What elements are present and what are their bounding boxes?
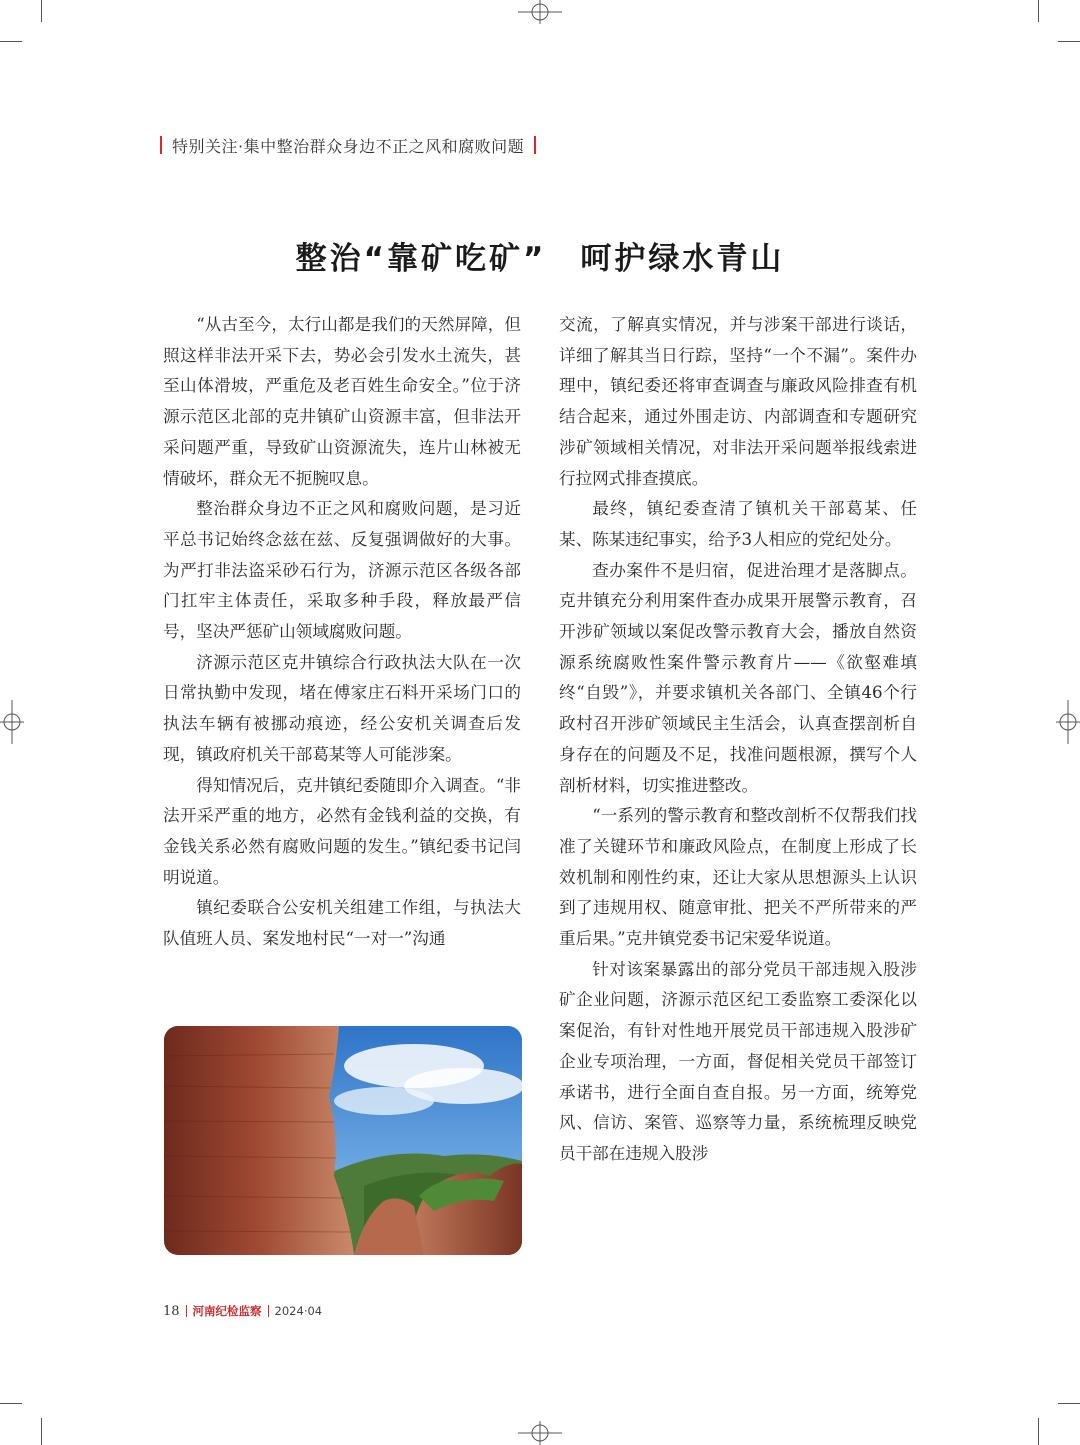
issue-number: 2024·04 bbox=[274, 1304, 323, 1318]
section-divider bbox=[160, 136, 162, 154]
article-paragraph: 查办案件不是归宿，促进治理才是落脚点。克井镇充分利用案件查办成果开展警示教育，召开涉矿领域以案促改警示教育大会，播放自然资源系统腐败性案件警示教育片——《欲壑难填终“自毁”》，并要求镇机关各部门、全镇46个行政村召开涉矿领域民主生活会，认真查摆剖析自身存在的问题及不足，找准问题根源，撰写个人剖析材料，切实推进整改。 bbox=[559, 560, 917, 795]
canyon-photo-illustration bbox=[164, 1026, 522, 1255]
registration-mark-icon bbox=[0, 700, 24, 744]
footer-divider bbox=[268, 1305, 269, 1317]
article-paragraph: “一系列的警示教育和整改剖析不仅帮我们找准了关键环节和廉政风险点，在制度上形成了长效机制和刚性约束，还让大家从思想源头上认识到了违规用权、随意审批、把关不严所带来的严重后果。”克井镇党委书记宋爱华说道。 bbox=[559, 806, 917, 949]
page-footer bbox=[163, 1303, 322, 1319]
crop-mark bbox=[1038, 1418, 1039, 1445]
article-paragraph: 交流，了解真实情况，并与涉案干部进行谈话，详细了解其当日行踪，坚持“一个不漏”。案件办理中，镇纪委还将审查调查与廉政风险排查有机结合起来，通过外围走访、内部调查和专题研究涉矿领域相关情况，对非法开采问题举报线索进行拉网式排查摸底。 bbox=[559, 315, 917, 488]
crop-mark bbox=[1038, 0, 1039, 22]
article-column-right bbox=[559, 310, 917, 1170]
crop-mark bbox=[0, 1403, 22, 1404]
section-label-text: 特别关注·集中整治群众身边不正之风和腐败问题 bbox=[172, 136, 525, 156]
article-paragraph: 针对该案暴露出的部分党员干部违规入股涉矿企业问题，济源示范区纪工委监察工委深化以案促治，有针对性地开展党员干部违规入股涉矿企业专项治理，一方面，督促相关党员干部签订承诺书，进行全面自查自报。另一方面，统筹党风、信访、案管、巡察等力量，系统梳理反映党员干部在违规入股涉 bbox=[559, 959, 917, 1163]
section-divider bbox=[534, 136, 536, 154]
article-paragraph: “从古至今，太行山都是我们的天然屏障，但照这样非法开采下去，势必会引发水土流失，甚至山体滑坡，严重危及老百姓生命安全。”位于济源示范区北部的克井镇矿山资源丰富，但非法开采问题严重，导致矿山资源流失，连片山林被无情破坏，群众无不扼腕叹息。 bbox=[163, 315, 521, 488]
crop-mark bbox=[41, 0, 42, 22]
registration-mark-icon bbox=[518, 0, 562, 24]
crop-mark bbox=[0, 41, 22, 42]
article-column-left bbox=[163, 310, 521, 955]
article-paragraph: 最终，镇纪委查清了镇机关干部葛某、任某、陈某违纪事实，给予3人相应的党纪处分。 bbox=[559, 499, 917, 549]
article-paragraph: 济源示范区克井镇综合行政执法大队在一次日常执勤中发现，堵在傅家庄石料开采场门口的执法车辆有被挪动痕迹，经公安机关调查后发现，镇政府机关干部葛某等人可能涉案。 bbox=[163, 652, 521, 764]
magazine-name: 河南纪检监察 bbox=[192, 1304, 262, 1318]
footer-divider bbox=[186, 1305, 187, 1317]
registration-mark-icon bbox=[518, 1421, 562, 1445]
article-title: 整治“靠矿吃矿” 呵护绿水青山 bbox=[295, 240, 785, 277]
section-label bbox=[160, 133, 536, 157]
article-paragraph: 得知情况后，克井镇纪委随即介入调查。“非法开采严重的地方，必然有金钱利益的交换，有金钱关系必然有腐败问题的发生。”镇纪委书记闫明说道。 bbox=[163, 775, 521, 887]
crop-mark bbox=[41, 1418, 42, 1445]
page-number: 18 bbox=[163, 1303, 180, 1319]
crop-mark bbox=[1058, 41, 1080, 42]
article-paragraph: 整治群众身边不正之风和腐败问题，是习近平总书记始终念兹在兹、反复强调做好的大事。为严打非法盗采砂石行为，济源示范区各级各部门扛牢主体责任，采取多种手段，释放最严信号，坚决严惩矿山领域腐败问题。 bbox=[163, 499, 521, 642]
crop-mark bbox=[1058, 1403, 1080, 1404]
canyon-landscape-photo bbox=[164, 1026, 522, 1255]
registration-mark-icon bbox=[1056, 700, 1080, 744]
article-paragraph: 镇纪委联合公安机关组建工作组，与执法大队值班人员、案发地村民“一对一”沟通 bbox=[163, 898, 521, 949]
